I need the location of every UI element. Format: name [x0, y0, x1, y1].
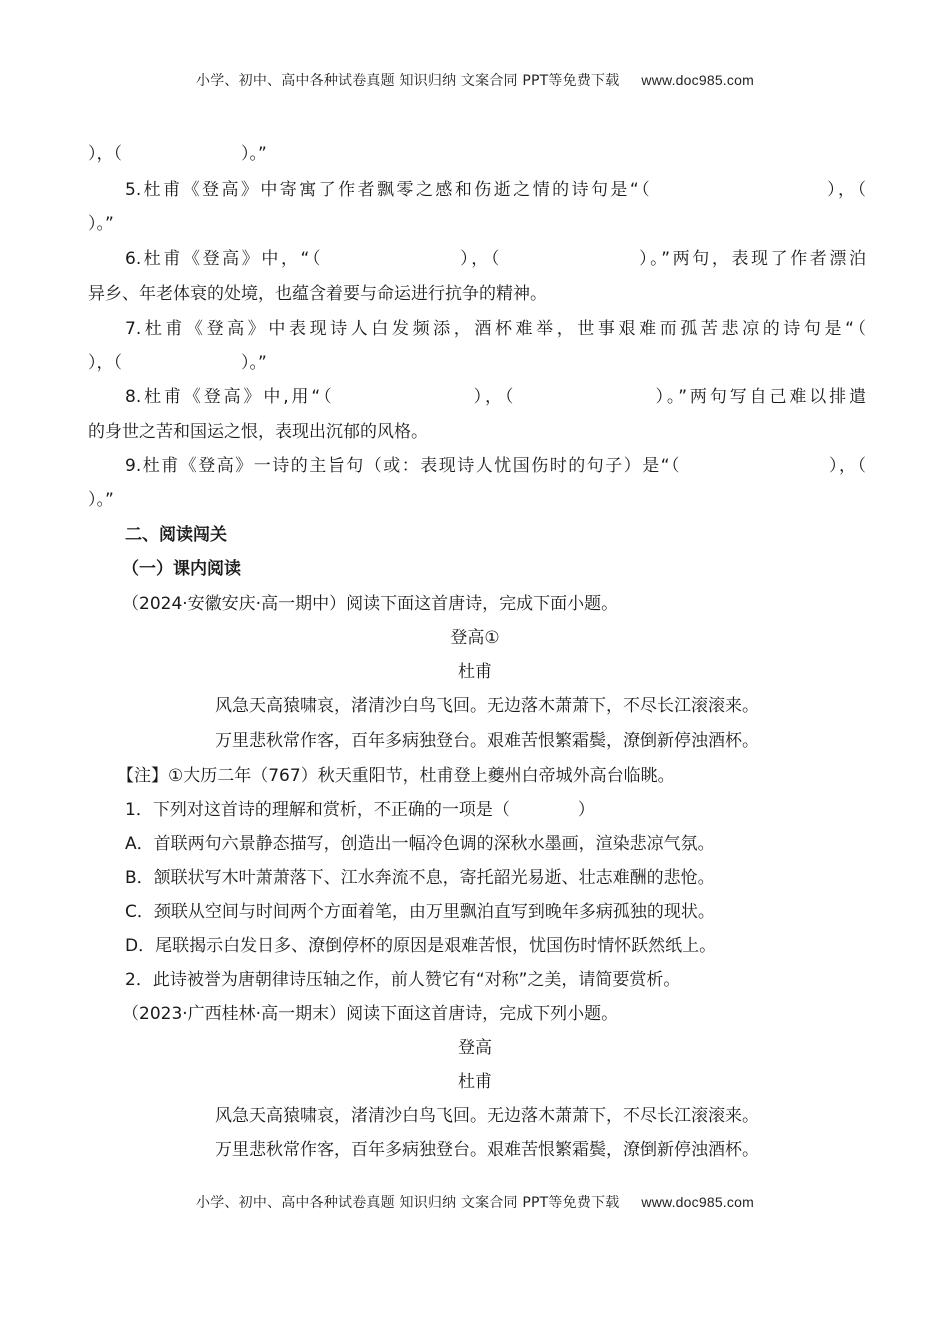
- option-b: B．颔联状写木叶萧萧落下、江水奔流不息，寄托韶光易逝、壮志难酬的悲怆。: [125, 868, 715, 888]
- source-line-2: （2023·广西桂林·高一期末）阅读下面这首唐诗，完成下列小题。: [122, 1004, 619, 1024]
- question-8-line1: 8.杜甫《登高》中,用“（ ），（ ）。”两句写自己难以排遣: [125, 387, 866, 407]
- poem-1-line1: 风急天高猿啸哀，渚清沙白鸟飞回。无边落木萧萧下，不尽长江滚滚来。: [215, 696, 759, 716]
- question-5-line2: ）。”: [88, 214, 114, 234]
- page-header: [0, 70, 950, 90]
- option-d: D．尾联揭示白发日多、潦倒停杯的原因是艰难苦恨，忧国伤时情怀跃然纸上。: [125, 936, 717, 956]
- poem-2-line2: 万里悲秋常作客，百年多病独登台。艰难苦恨繁霜鬓，潦倒新停浊酒杯。: [215, 1140, 759, 1160]
- q4-continuation: ），（ ）。”: [88, 144, 267, 164]
- section-heading-reading: 二、阅读闯关: [125, 525, 227, 545]
- poem-author-1: 杜甫: [458, 662, 492, 682]
- question-8-line2: 的身世之苦和国运之恨，表现出沉郁的风格。: [88, 422, 428, 442]
- poem-title-1: 登高①: [450, 628, 500, 648]
- footer-text: 小学、初中、高中各种试卷真题 知识归纳 文案合同 PPT等免费下载: [196, 1195, 620, 1211]
- question-7-line2: ），（ ）。”: [88, 353, 267, 373]
- question-1: 1．下列对这首诗的理解和赏析，不正确的一项是（ ）: [125, 800, 595, 820]
- option-c: C．颈联从空间与时间两个方面着笔，由万里飘泊直写到晚年多病孤独的现状。: [125, 902, 715, 922]
- header-text: 小学、初中、高中各种试卷真题 知识归纳 文案合同 PPT等免费下载: [196, 73, 620, 89]
- question-2: 2．此诗被誉为唐朝律诗压轴之作，前人赞它有“对称”之美，请简要赏析。: [125, 970, 681, 990]
- subsection-heading: （一）课内阅读: [122, 559, 241, 579]
- poem-note: 【注】①大历二年（767）秋天重阳节，杜甫登上夔州白帝城外高台临眺。: [117, 766, 675, 786]
- poem-1-line2: 万里悲秋常作客，百年多病独登台。艰难苦恨繁霜鬓，潦倒新停浊酒杯。: [215, 731, 759, 751]
- question-6-line2: 异乡、年老体衰的处境，也蕴含着要与命运进行抗争的精神。: [88, 284, 547, 304]
- question-7-line1: 7.杜甫《登高》中表现诗人白发频添，酒杯难举，世事艰难而孤苦悲凉的诗句是“（: [125, 319, 866, 339]
- footer-site-link[interactable]: www.doc985.com: [641, 1194, 754, 1210]
- question-9-line1: 9.杜甫《登高》一诗的主旨句（或：表现诗人忧国伤时的句子）是“（ ），（: [125, 456, 866, 476]
- source-line-1: （2024·安徽安庆·高一期中）阅读下面这首唐诗，完成下面小题。: [122, 594, 619, 614]
- poem-2-line1: 风急天高猿啸哀，渚清沙白鸟飞回。无边落木萧萧下，不尽长江滚滚来。: [215, 1106, 759, 1126]
- question-5-line1: 5.杜甫《登高》中寄寓了作者飘零之感和伤逝之情的诗句是“（ ），（: [125, 180, 866, 200]
- header-site-link[interactable]: www.doc985.com: [641, 72, 754, 88]
- poem-title-2: 登高: [458, 1038, 492, 1058]
- poem-author-2: 杜甫: [458, 1072, 492, 1092]
- page-footer: [0, 1192, 950, 1212]
- option-a: A．首联两句六景静态描写，创造出一幅冷色调的深秋水墨画，渲染悲凉气氛。: [125, 834, 715, 854]
- question-9-line2: ）。”: [88, 490, 114, 510]
- question-6-line1: 6.杜甫《登高》中，“（ ），（ ）。”两句，表现了作者漂泊: [125, 249, 866, 269]
